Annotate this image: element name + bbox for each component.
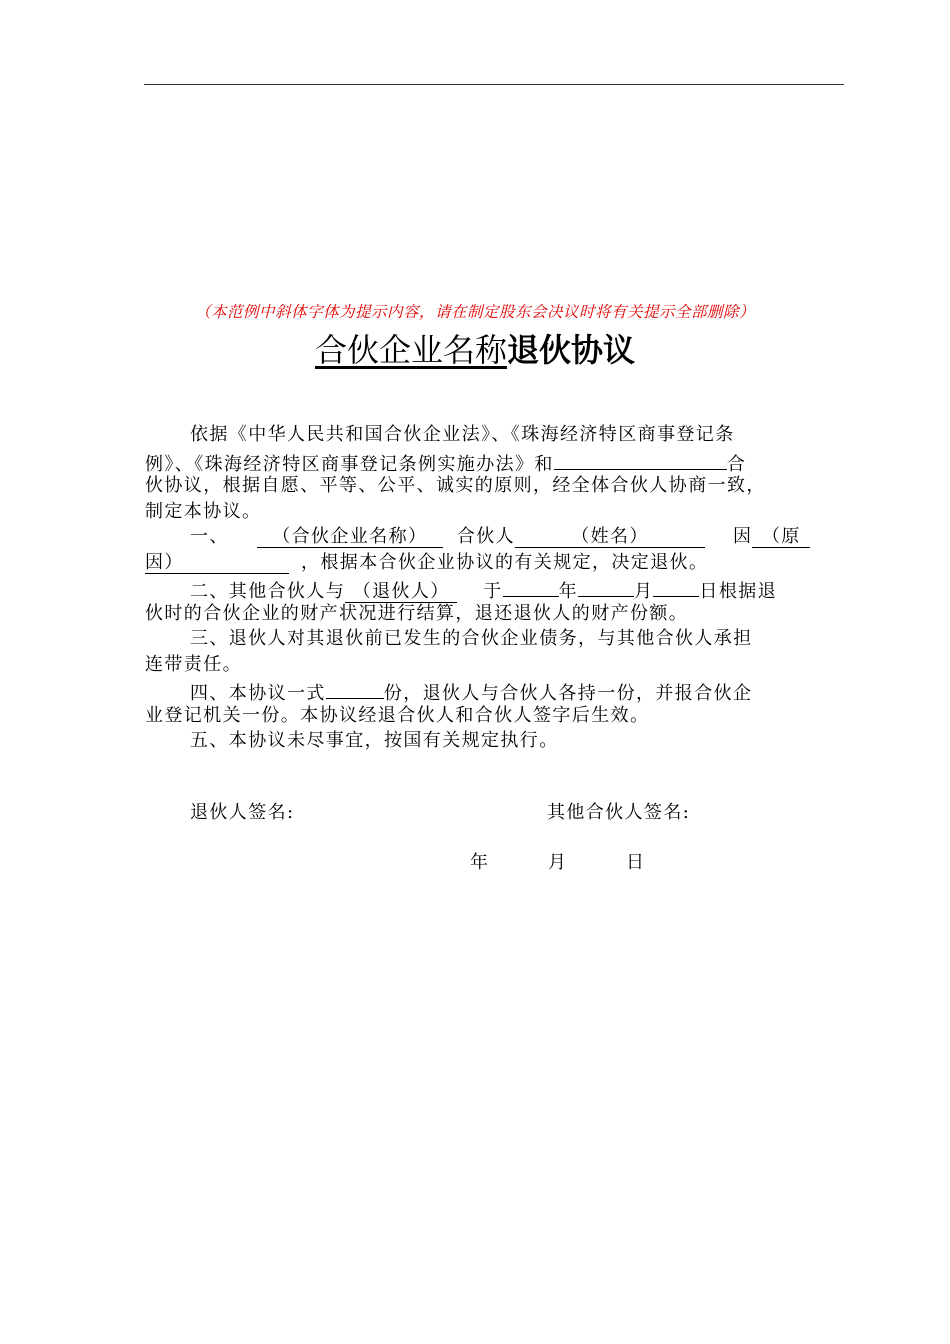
title-company-name: 合伙企业名称	[314, 331, 507, 369]
blank-company-name[interactable]: （合伙企业名称）	[257, 526, 443, 548]
blank-copies[interactable]	[326, 677, 384, 699]
signing-date	[470, 848, 644, 874]
header-rule	[144, 84, 844, 85]
document-title	[0, 326, 950, 374]
item4-text-a: 四、本协议一式	[190, 683, 326, 704]
hint-note: （本范例中斜体字体为提示内容，请在制定股东会决议时将有关提示全部删除）	[194, 303, 755, 321]
para0-line4: 制定本协议。	[145, 500, 262, 522]
para0-line2-text: 例》、《珠海经济特区商事登记条例实施办法》和	[145, 453, 554, 475]
date-year-label: 年	[470, 852, 488, 873]
para0-line3: 伙协议，根据自愿、平等、公平、诚实的原则，经全体合伙人协商一致，	[145, 475, 766, 496]
item1-partner-label: 合伙人	[456, 526, 516, 547]
other-partners-signature-label: 其他合伙人签名:	[547, 802, 691, 823]
blank-partner-name[interactable]: （姓名）	[515, 526, 705, 548]
item1-line1	[145, 524, 850, 550]
agreement-body	[145, 422, 850, 754]
item5-line: 五、本协议未尽事宜，按国有关规定执行。	[190, 730, 559, 751]
item1-reason-label: 因	[733, 526, 753, 547]
withdrawer-signature-label: 退伙人签名:	[190, 802, 295, 823]
date-day-label: 日	[626, 852, 644, 873]
item1-rest: ，根据本合伙企业协议的有关规定，决定退伙。	[301, 551, 709, 573]
para0-line2	[145, 448, 850, 474]
title-suffix: 退伙协议	[507, 331, 636, 369]
item2-line1	[145, 575, 850, 601]
blank-year[interactable]	[503, 575, 559, 597]
item4-text-b: 份，退伙人与合伙人各持一份，并报合伙企	[383, 683, 753, 704]
item1-line2	[145, 550, 850, 576]
date-month-label: 月	[548, 852, 566, 873]
item2-yu: 于	[483, 581, 503, 602]
item4-line1	[145, 677, 850, 703]
item2-text-a: 二、其他合伙人与	[190, 581, 346, 602]
para0-line1: 依据《中华人民共和国合伙企业法》、《珠海经济特区商事登记条	[190, 424, 735, 445]
blank-day[interactable]	[653, 575, 699, 597]
item2-line2: 伙时的合伙企业的财产状况进行结算，退还退伙人的财产份额。	[145, 602, 689, 624]
blank-month[interactable]	[578, 575, 634, 597]
item3-line1: 三、退伙人对其退伙前已发生的合伙企业债务，与其他合伙人承担	[190, 628, 753, 649]
blank-agreement-name[interactable]	[554, 448, 727, 470]
item3-line2: 连带责任。	[145, 653, 242, 675]
item4-line2: 业登记机关一份。本协议经退合伙人和合伙人签字后生效。	[145, 704, 650, 726]
item2-day-rest: 日根据退	[699, 581, 778, 602]
item2-month: 月	[634, 581, 654, 602]
item2-year: 年	[558, 581, 579, 602]
item1-prefix: 一、	[190, 526, 229, 547]
blank-reason-b[interactable]: 因）	[145, 552, 289, 574]
blank-reason-a[interactable]: （原	[752, 526, 810, 548]
blank-withdrawer[interactable]: （退伙人）	[345, 581, 457, 603]
para0-line2-end: 合	[726, 453, 747, 475]
